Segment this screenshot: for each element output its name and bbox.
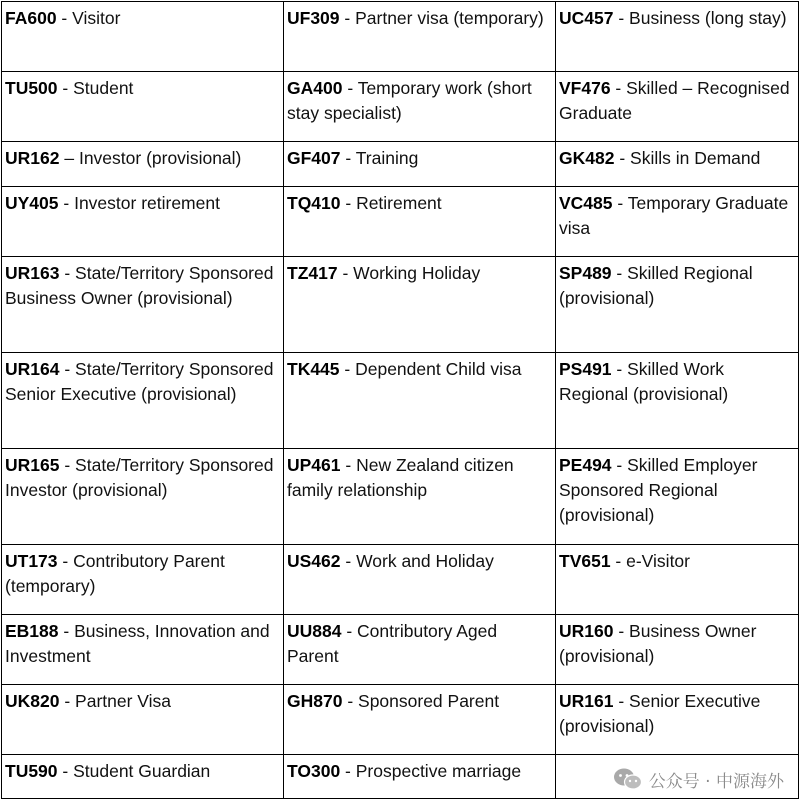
visa-name: e-Visitor <box>626 551 690 571</box>
visa-code: GH870 <box>287 691 343 711</box>
visa-separator: - <box>613 8 630 28</box>
visa-code: VC485 <box>559 193 613 213</box>
visa-name: Contributory Parent (temporary) <box>5 551 225 596</box>
visa-code: GF407 <box>287 148 341 168</box>
table-row <box>2 685 799 755</box>
visa-separator: - <box>339 359 356 379</box>
visa-cell <box>284 685 556 755</box>
visa-cell <box>556 685 799 755</box>
visa-separator: - <box>57 551 74 571</box>
visa-separator: - <box>341 621 358 641</box>
visa-code: UF309 <box>287 8 340 28</box>
visa-name: Investor (provisional) <box>78 148 242 168</box>
visa-cell <box>2 187 284 257</box>
visa-name: Skills in Demand <box>630 148 761 168</box>
visa-code: UR164 <box>5 359 60 379</box>
visa-separator: - <box>611 359 628 379</box>
visa-name: Partner visa (temporary) <box>355 8 544 28</box>
visa-code: FA600 <box>5 8 57 28</box>
table-row <box>2 353 799 449</box>
visa-code: TZ417 <box>287 263 338 283</box>
visa-name: Contributory Aged Parent <box>287 621 498 666</box>
visa-code: UK820 <box>5 691 60 711</box>
visa-separator: - <box>611 455 628 475</box>
visa-code: UC457 <box>559 8 614 28</box>
visa-cell <box>284 615 556 685</box>
table-row <box>2 72 799 142</box>
visa-name: State/Territory Sponsored Senior Executive (provisional) <box>5 359 274 404</box>
visa-code: UT173 <box>5 551 58 571</box>
visa-cell <box>2 449 284 545</box>
visa-separator: - <box>339 8 356 28</box>
visa-name: Retirement <box>356 193 442 213</box>
visa-separator: - <box>614 148 631 168</box>
visa-cell <box>2 142 284 187</box>
visa-cell <box>284 72 556 142</box>
visa-separator: - <box>58 193 75 213</box>
visa-cell <box>556 353 799 449</box>
visa-separator: - <box>337 263 354 283</box>
table-row <box>2 545 799 615</box>
visa-name: Temporary work (short stay specialist) <box>287 78 532 123</box>
visa-code: TO300 <box>287 761 341 781</box>
visa-separator: - <box>611 263 628 283</box>
visa-code: SP489 <box>559 263 612 283</box>
visa-code: PE494 <box>559 455 612 475</box>
visa-code: EB188 <box>5 621 59 641</box>
visa-code: PS491 <box>559 359 612 379</box>
visa-code: US462 <box>287 551 341 571</box>
visa-cell <box>284 545 556 615</box>
visa-code: UR162 <box>5 148 60 168</box>
visa-name: Temporary Graduate visa <box>559 193 789 238</box>
visa-cell <box>556 545 799 615</box>
visa-cell <box>556 257 799 353</box>
visa-name: Sponsored Parent <box>358 691 500 711</box>
visa-cell <box>556 142 799 187</box>
visa-code: UR161 <box>559 691 614 711</box>
visa-code: TQ410 <box>287 193 341 213</box>
visa-cell <box>2 615 284 685</box>
visa-code: VF476 <box>559 78 611 98</box>
visa-cell <box>2 353 284 449</box>
visa-separator: - <box>59 263 76 283</box>
visa-cell <box>284 142 556 187</box>
visa-name: Skilled Employer Sponsored Regional (provisional) <box>559 455 758 525</box>
visa-cell <box>284 353 556 449</box>
visa-cell <box>2 72 284 142</box>
visa-separator: - <box>613 691 630 711</box>
visa-code: TU500 <box>5 78 58 98</box>
visa-code: TV651 <box>559 551 611 571</box>
visa-name: Dependent Child visa <box>355 359 522 379</box>
visa-table-body <box>2 2 799 799</box>
visa-separator: - <box>610 78 627 98</box>
visa-separator: - <box>57 761 74 781</box>
visa-name: Skilled Work Regional (provisional) <box>559 359 729 404</box>
table-row <box>2 2 799 72</box>
visa-name: Investor retirement <box>74 193 220 213</box>
visa-separator: - <box>57 78 74 98</box>
visa-name: Business Owner (provisional) <box>559 621 757 666</box>
visa-name: Skilled – Recognised Graduate <box>559 78 790 123</box>
visa-cell <box>2 257 284 353</box>
visa-cell <box>284 187 556 257</box>
visa-separator: - <box>613 621 630 641</box>
visa-code: TK445 <box>287 359 340 379</box>
visa-code: GA400 <box>287 78 343 98</box>
visa-separator: - <box>342 78 358 98</box>
visa-code: UY405 <box>5 193 59 213</box>
visa-code-table <box>1 1 799 799</box>
visa-separator: - <box>340 455 357 475</box>
visa-separator: - <box>58 621 75 641</box>
visa-separator: - <box>342 691 359 711</box>
visa-cell <box>284 257 556 353</box>
visa-cell <box>284 755 556 799</box>
visa-separator: – <box>59 148 79 168</box>
visa-cell <box>2 685 284 755</box>
table-row <box>2 449 799 545</box>
visa-cell <box>556 2 799 72</box>
visa-name: Student <box>73 78 134 98</box>
visa-cell <box>2 755 284 799</box>
visa-name: Senior Executive (provisional) <box>559 691 761 736</box>
visa-code: UP461 <box>287 455 341 475</box>
visa-name: Training <box>355 148 419 168</box>
visa-code: UR160 <box>559 621 614 641</box>
visa-cell <box>2 2 284 72</box>
visa-name: New Zealand citizen family relationship <box>287 455 514 500</box>
visa-separator: - <box>340 193 357 213</box>
visa-code: GK482 <box>559 148 615 168</box>
visa-name: State/Territory Sponsored Investor (provisional) <box>5 455 274 500</box>
visa-separator: - <box>340 148 356 168</box>
visa-code: UR163 <box>5 263 60 283</box>
visa-name: State/Territory Sponsored Business Owner (provisional) <box>5 263 274 308</box>
watermark-text: 公众号 · 中源海外 <box>648 771 784 792</box>
visa-cell <box>556 615 799 685</box>
visa-name: Prospective marriage <box>355 761 522 781</box>
visa-name: Working Holiday <box>353 263 481 283</box>
visa-name: Student Guardian <box>73 761 211 781</box>
visa-cell <box>556 187 799 257</box>
visa-name: Business (long stay) <box>629 8 787 28</box>
visa-separator: - <box>59 455 76 475</box>
visa-separator: - <box>340 551 357 571</box>
table-row <box>2 257 799 353</box>
visa-code: UU884 <box>287 621 342 641</box>
visa-name: Business, Innovation and Investment <box>5 621 270 666</box>
table-row <box>2 142 799 187</box>
watermark <box>611 766 786 792</box>
visa-cell <box>556 449 799 545</box>
visa-separator: - <box>59 359 76 379</box>
visa-cell <box>2 545 284 615</box>
visa-cell <box>556 72 799 142</box>
visa-name: Skilled Regional (provisional) <box>559 263 753 308</box>
visa-separator: - <box>612 193 628 213</box>
table-row <box>2 187 799 257</box>
visa-cell <box>284 2 556 72</box>
table-row <box>2 615 799 685</box>
visa-separator: - <box>340 761 356 781</box>
visa-cell <box>284 449 556 545</box>
visa-separator: - <box>56 8 73 28</box>
visa-code: TU590 <box>5 761 58 781</box>
visa-name: Work and Holiday <box>356 551 494 571</box>
visa-name: Visitor <box>72 8 121 28</box>
visa-separator: - <box>610 551 627 571</box>
visa-name: Partner Visa <box>75 691 172 711</box>
visa-separator: - <box>59 691 76 711</box>
visa-code: UR165 <box>5 455 60 475</box>
wechat-icon <box>613 767 643 791</box>
